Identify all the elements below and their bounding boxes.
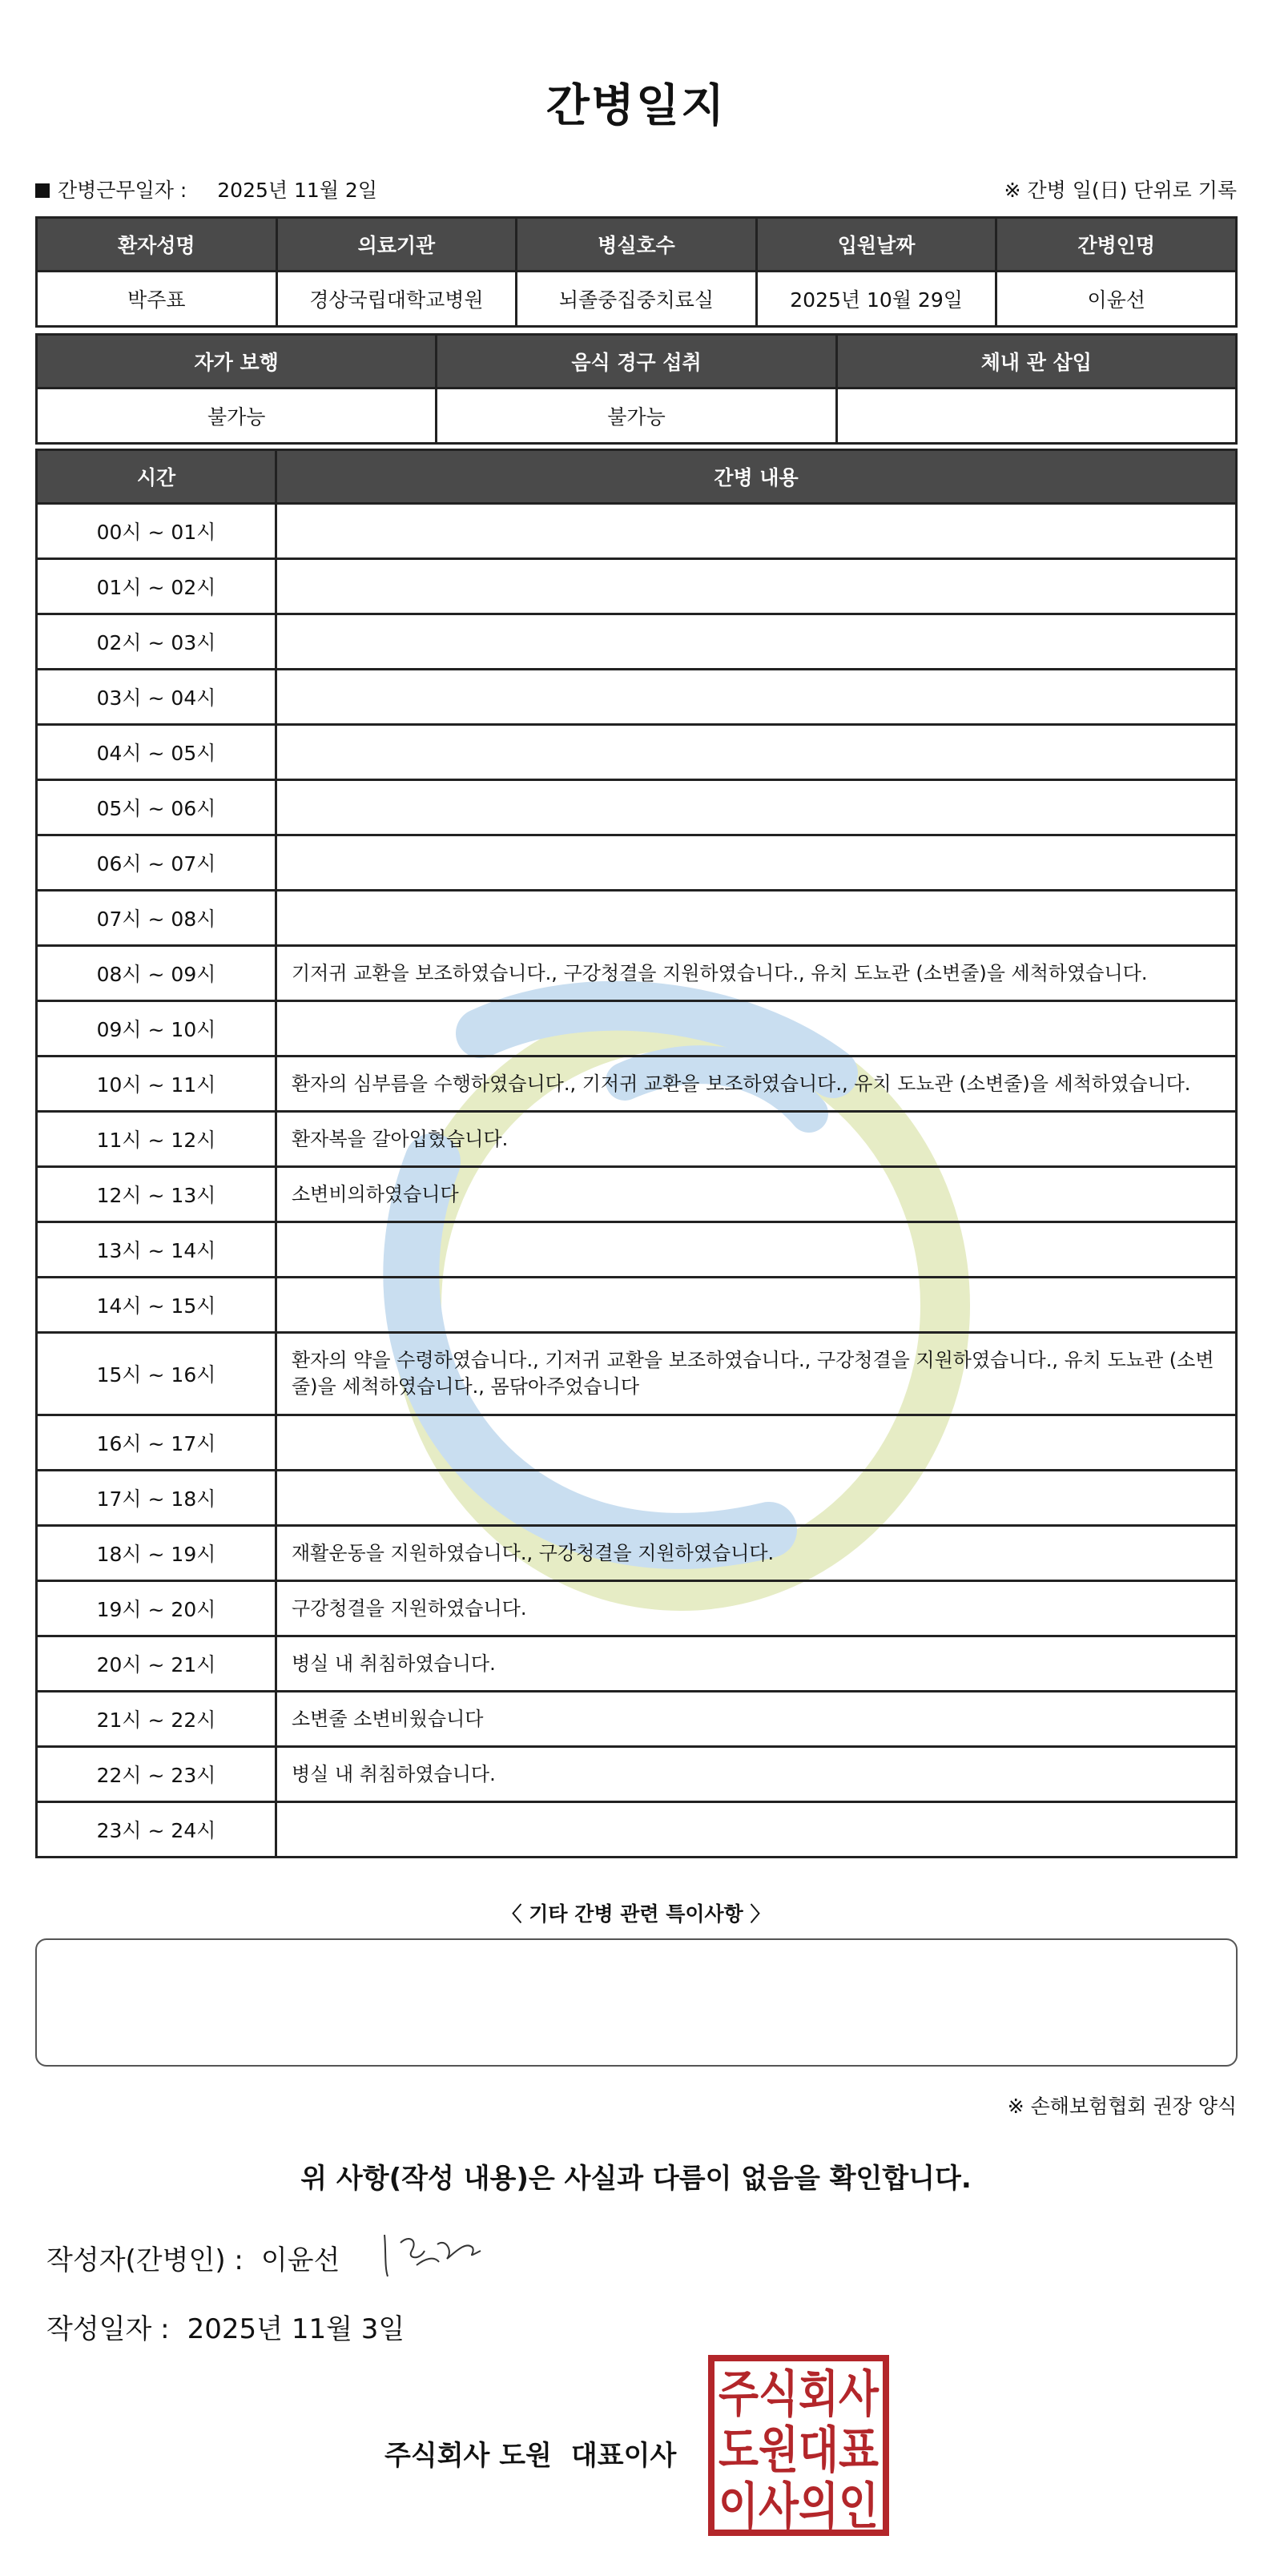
time-cell: 11시 ~ 12시 [37,1112,276,1167]
handwritten-signature [376,2227,489,2283]
room-name: 뇌졸중집중치료실 [517,272,757,327]
content-cell: 기저귀 교환을 보조하였습니다., 구강청결을 지원하였습니다., 유치 도뇨관 (소변줄)을 세척하였습니다. [276,946,1237,1001]
patient-info-value-row [37,272,1237,327]
written-date-row [46,2307,405,2346]
svg-text:이사의인: 이사의인 [719,2477,879,2535]
time-cell: 07시 ~ 08시 [37,891,276,946]
table-row [37,835,1237,891]
writer-label: 작성자(간병인) : [46,2244,244,2276]
table-row [37,1471,1237,1526]
table-row [37,780,1237,835]
table-row [37,504,1237,559]
table-row [37,725,1237,780]
patient-status-table [35,333,1238,445]
patient-info-header-row [37,218,1237,272]
care-log-header-row [37,450,1237,504]
time-cell: 20시 ~ 21시 [37,1636,276,1692]
duty-date [35,175,377,203]
table-row [37,1802,1237,1858]
content-cell [276,1001,1237,1057]
time-cell: 05시 ~ 06시 [37,780,276,835]
table-row [37,1415,1237,1471]
header-hospital: 의료기관 [276,218,517,272]
content-cell [276,1278,1237,1333]
company-seal [708,2355,889,2536]
patient-status-value-row [37,388,1237,444]
table-row [37,1167,1237,1222]
header-oral-intake: 음식 경구 섭취 [437,335,836,388]
content-cell [276,614,1237,670]
table-row [37,946,1237,1001]
time-cell: 00시 ~ 01시 [37,504,276,559]
header-admission-date: 입원날짜 [756,218,996,272]
admission-date: 2025년 10월 29일 [756,272,996,327]
care-log-table [35,449,1238,1858]
header-care-content: 간병 내용 [276,450,1237,504]
time-cell: 02시 ~ 03시 [37,614,276,670]
table-row [37,670,1237,725]
special-notes-box [35,1938,1238,2067]
self-walking-value: 불가능 [37,388,437,444]
content-cell [276,670,1237,725]
table-row [37,1278,1237,1333]
time-cell: 01시 ~ 02시 [37,559,276,614]
duty-date-label: 간병근무일자 : [58,179,187,202]
patient-name: 박주표 [37,272,277,327]
special-notes-title: 〈 기타 간병 관련 특이사항 〉 [501,1902,771,1926]
ceo-title: 대표이사 [570,2440,677,2472]
caregiver-name: 이윤선 [996,272,1237,327]
time-cell: 21시 ~ 22시 [37,1692,276,1747]
page-title: 간병일지 [545,80,727,132]
time-cell: 09시 ~ 10시 [37,1001,276,1057]
hospital-name: 경상국립대학교병원 [276,272,517,327]
time-cell: 04시 ~ 05시 [37,725,276,780]
content-cell [276,1415,1237,1471]
content-cell: 소변줄 소변비웠습니다 [276,1692,1237,1747]
time-cell: 23시 ~ 24시 [37,1802,276,1858]
content-cell [276,1222,1237,1278]
header-tube-insertion: 체내 관 삽입 [836,335,1236,388]
content-cell: 환자의 심부름을 수행하였습니다., 기저귀 교환을 보조하였습니다., 유치 도뇨관 (소변줄)을 세척하였습니다. [276,1057,1237,1112]
table-row [37,1222,1237,1278]
company-line [384,2433,676,2473]
table-row [37,614,1237,670]
written-date: 2025년 11월 3일 [187,2313,405,2345]
content-cell [276,1802,1237,1858]
table-row [37,1747,1237,1802]
content-cell: 환자복을 갈아입혔습니다. [276,1112,1237,1167]
writer-name: 이윤선 [260,2244,340,2276]
record-unit-note: ※ 간병 일(日) 단위로 기록 [1004,179,1237,202]
content-cell: 병실 내 취침하였습니다. [276,1636,1237,1692]
confirmation-statement: 위 사항(작성 내용)은 사실과 다름이 없음을 확인합니다. [300,2163,972,2195]
meta-row [35,175,1237,207]
time-cell: 13시 ~ 14시 [37,1222,276,1278]
table-row [37,559,1237,614]
time-cell: 12시 ~ 13시 [37,1167,276,1222]
form-source-note: ※ 손해보험협회 권장 양식 [1007,2095,1237,2118]
time-cell: 16시 ~ 17시 [37,1415,276,1471]
time-cell: 14시 ~ 15시 [37,1278,276,1333]
time-cell: 06시 ~ 07시 [37,835,276,891]
content-cell [276,891,1237,946]
header-room: 병실호수 [517,218,757,272]
table-row [37,1636,1237,1692]
patient-status-header-row [37,335,1237,388]
time-cell: 10시 ~ 11시 [37,1057,276,1112]
writer-row [46,2238,340,2277]
content-cell: 환자의 약을 수령하였습니다., 기저귀 교환을 보조하였습니다., 구강청결을 지원하였습니다., 유치 도뇨관 (소변줄)을 세척하였습니다., 몸닦아주었습니다 [276,1333,1237,1415]
time-cell: 03시 ~ 04시 [37,670,276,725]
time-cell: 22시 ~ 23시 [37,1747,276,1802]
content-cell [276,1471,1237,1526]
content-cell: 병실 내 취침하였습니다. [276,1747,1237,1802]
table-row [37,1001,1237,1057]
patient-info-table [35,216,1238,328]
content-cell [276,504,1237,559]
square-bullet-icon [35,183,50,198]
content-cell [276,559,1237,614]
time-cell: 15시 ~ 16시 [37,1333,276,1415]
header-self-walking: 자가 보행 [37,335,437,388]
content-cell [276,725,1237,780]
company-name: 주식회사 도원 [384,2440,552,2472]
table-row [37,1333,1237,1415]
svg-text:도원대표: 도원대표 [719,2421,880,2479]
table-row [37,1692,1237,1747]
table-row [37,891,1237,946]
header-patient-name: 환자성명 [37,218,277,272]
svg-text:주식회사: 주식회사 [719,2365,880,2423]
time-cell: 08시 ~ 09시 [37,946,276,1001]
content-cell [276,780,1237,835]
header-caregiver-name: 간병인명 [996,218,1237,272]
content-cell: 재활운동을 지원하였습니다., 구강청결을 지원하였습니다. [276,1526,1237,1581]
time-cell: 19시 ~ 20시 [37,1581,276,1636]
content-cell: 구강청결을 지원하였습니다. [276,1581,1237,1636]
duty-date-value: 2025년 11월 2일 [217,179,377,202]
table-row [37,1526,1237,1581]
time-cell: 18시 ~ 19시 [37,1526,276,1581]
written-date-label: 작성일자 : [46,2313,170,2345]
table-row [37,1112,1237,1167]
time-cell: 17시 ~ 18시 [37,1471,276,1526]
header-time: 시간 [37,450,276,504]
tube-insertion-value [836,388,1236,444]
oral-intake-value: 불가능 [437,388,836,444]
table-row [37,1057,1237,1112]
table-row [37,1581,1237,1636]
content-cell [276,835,1237,891]
content-cell: 소변비의하였습니다 [276,1167,1237,1222]
